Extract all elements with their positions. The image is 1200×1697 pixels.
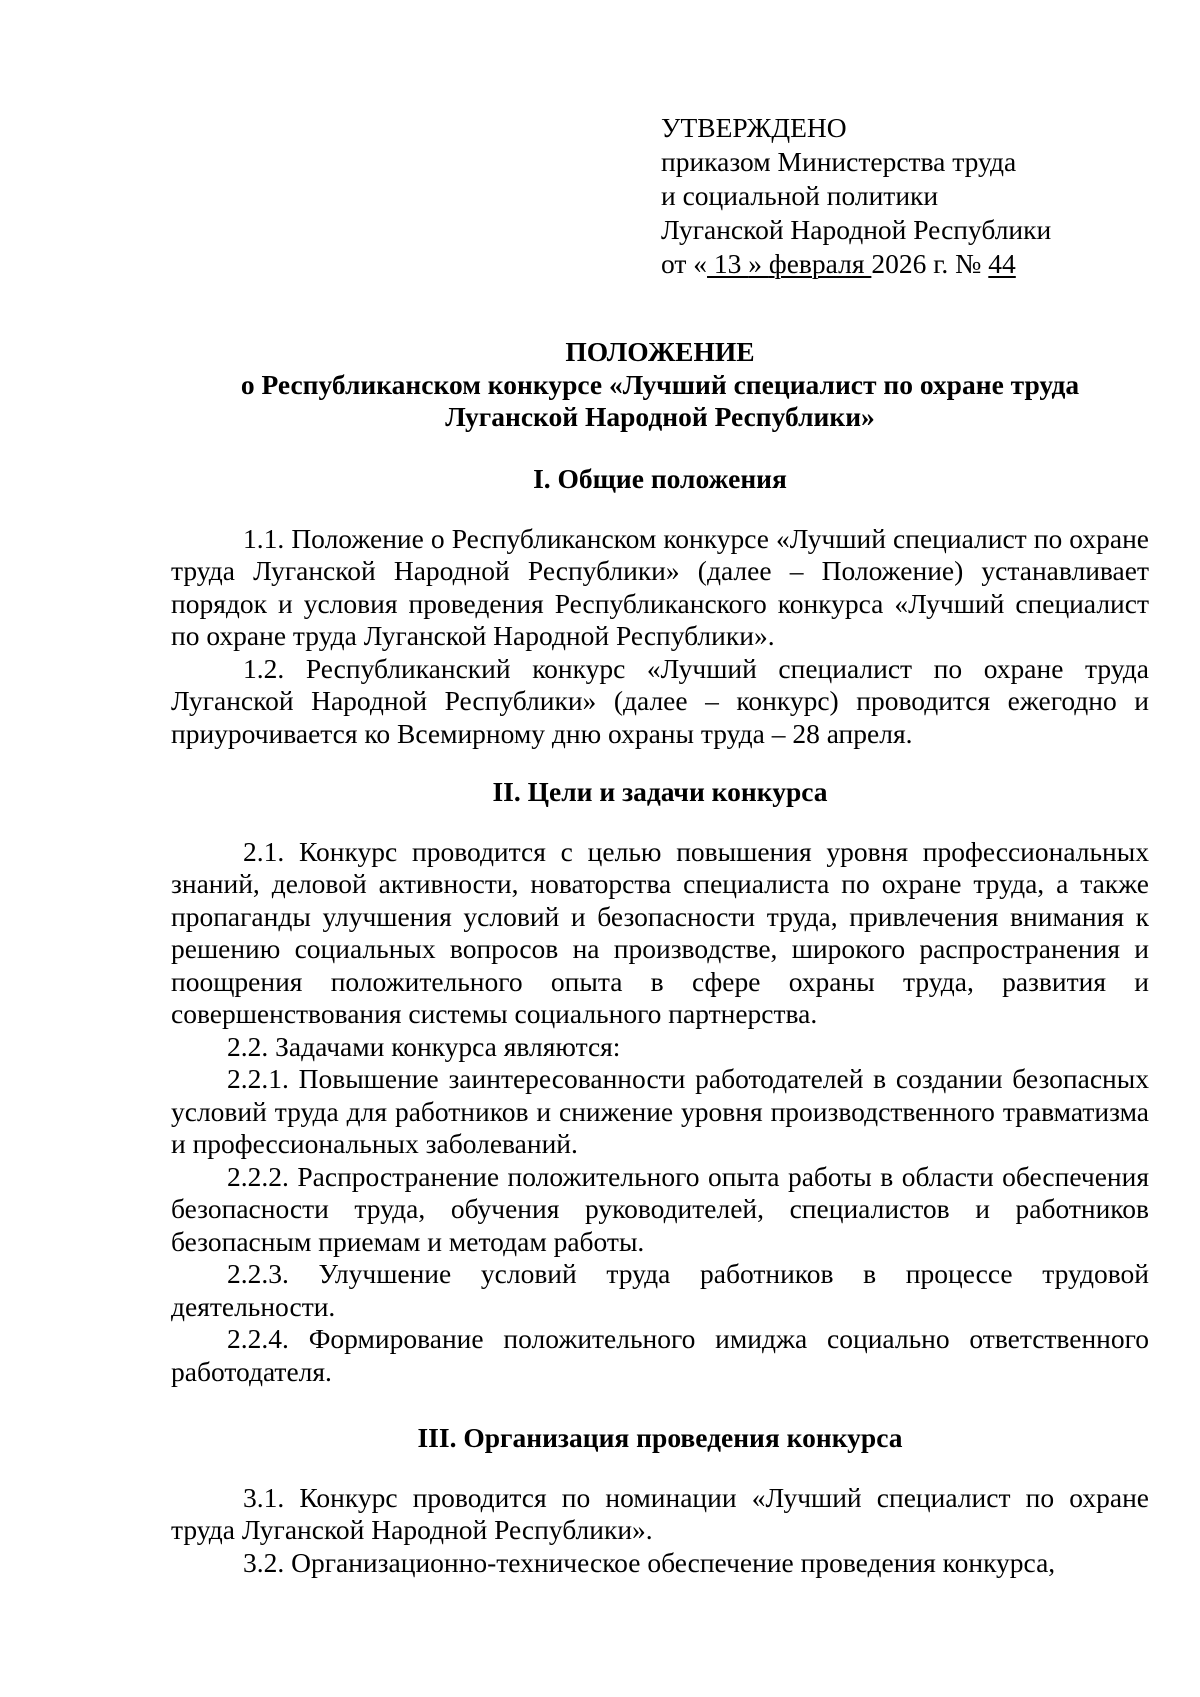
approval-line-1: приказом Министерства труда [661, 146, 1017, 177]
document-title [171, 336, 1149, 434]
section-1-heading: I. Общие положения [533, 463, 787, 494]
date-day: 13 [707, 248, 749, 279]
paragraph-3-1: 3.1. Конкурс проводится по номинации «Лучший специалист по охране труда Луганской Народной Республики». [171, 1481, 1149, 1545]
paragraph-2-2-4: 2.2.4. Формирование положительного имиджа социально ответственного работодателя. [171, 1323, 1149, 1387]
paragraph-2-1: 2.1. Конкурс проводится с целью повышения уровня профессиональных знаний, деловой активности, новаторства специалиста по охране труда, а также пропаганды улучшения условий и безопасности труда, привлечения внимания к решению социальных вопросов на производстве, широкого распространения и поощрения положительного опыта в сфере охраны труда, развития и совершенствования системы социального партнерства. [171, 835, 1149, 1029]
document-title-line-1: ПОЛОЖЕНИЕ [565, 336, 755, 367]
paragraph-3-2: 3.2. Организационно-техническое обеспечение проведения конкурса, [243, 1546, 1056, 1578]
approval-title: УТВЕРЖДЕНО [661, 112, 847, 143]
paragraph-2-2: 2.2. Задачами конкурса являются: [227, 1030, 621, 1062]
date-prefix: от « [661, 248, 708, 279]
paragraph-1-2: 1.2. Республиканский конкурс «Лучший специалист по охране труда Луганской Народной Республики» (далее – конкурс) проводится ежегодно и приурочивается ко Всемирному дню охраны труда – 28 апреля. [171, 652, 1149, 749]
paragraph-2-2-2: 2.2.2. Распространение положительного опыта работы в области обеспечения безопасности труда, обучения руководителей, специалистов и работников безопасным приемам и методам работы. [171, 1160, 1149, 1257]
order-number: 44 [988, 248, 1016, 279]
approval-line-2: и социальной политики [661, 180, 939, 211]
document-body [171, 463, 1149, 1579]
section-2-heading: II. Цели и задачи конкурса [492, 776, 828, 807]
section-3-heading: III. Организация проведения конкурса [417, 1422, 903, 1453]
paragraph-2-2-3: 2.2.3. Улучшение условий труда работников в процессе трудовой деятельности. [171, 1258, 1149, 1322]
date-year: 2026 г. № [871, 248, 989, 279]
approval-stamp-block [661, 111, 1051, 281]
date-mid: » [748, 248, 769, 279]
approval-line-3: Луганской Народной Республики [661, 214, 1052, 245]
paragraph-1-1: 1.1. Положение о Республиканском конкурсе «Лучший специалист по охране труда Луганской Народной Республики» (далее – Положение) устанавливает порядок и условия проведения Республиканского конкурса «Лучший специалист по охране труда Луганской Народной Республики». [171, 522, 1149, 651]
document-title-line-3: Луганской Народной Республики» [445, 401, 875, 432]
approval-date-line [661, 247, 1051, 281]
document-title-line-2: о Республиканском конкурсе «Лучший специалист по охране труда [240, 368, 1080, 400]
paragraph-2-2-1: 2.2.1. Повышение заинтересованности работодателей в создании безопасных условий труда для работников и снижение уровня производственного травматизма и профессиональных заболеваний. [171, 1063, 1149, 1159]
date-month: февраля [768, 248, 872, 279]
